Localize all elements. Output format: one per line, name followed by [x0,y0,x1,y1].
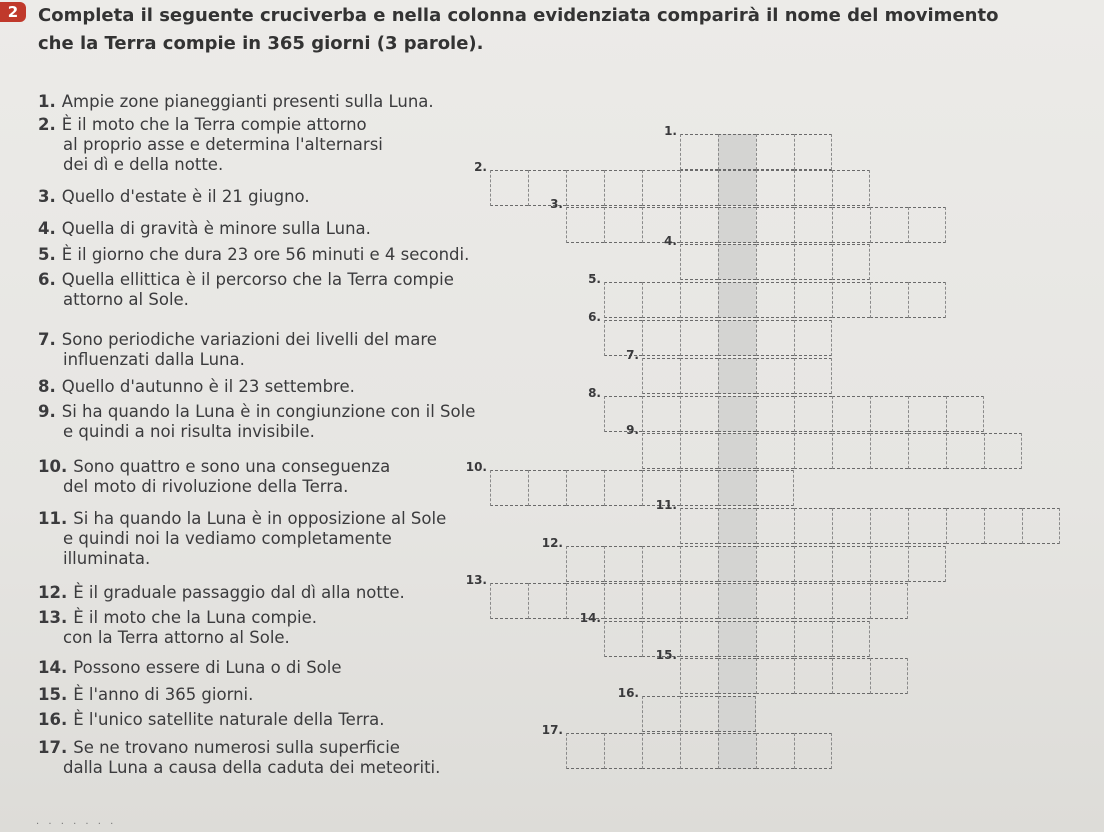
clue-text: Si ha quando la Luna è in congiunzione con il Sole [61,402,476,421]
clue-17 [38,738,440,778]
answer-cell[interactable] [642,320,680,356]
answer-cell[interactable] [680,244,718,280]
answer-cell[interactable] [794,508,832,544]
answer-cell[interactable] [756,433,794,469]
highlighted-answer-cell[interactable] [718,546,756,582]
answer-cell[interactable] [908,508,946,544]
answer-cell[interactable] [870,433,908,469]
grid-row-number: 5. [588,272,601,286]
clue-6 [38,270,454,310]
clue-text: del moto di rivoluzione della Terra. [63,477,349,496]
answer-cell[interactable] [604,733,642,769]
exercise-instruction: Completa il seguente cruciverba e nella colonna evidenziata comparirà il nome del movimento che la Terra compie in 365 giorni (3 parole). [38,5,999,54]
grid-row-number: 2. [474,160,487,174]
clue-number: 5. [38,245,56,264]
answer-cell[interactable] [908,207,946,243]
clue-2 [38,115,383,175]
answer-cell[interactable] [756,282,794,318]
grid-row-number: 15. [655,648,677,662]
answer-cell[interactable] [946,508,984,544]
answer-cell[interactable] [642,396,680,432]
answer-cell[interactable] [680,320,718,356]
answer-cell[interactable] [984,433,1022,469]
answer-cell[interactable] [794,134,832,170]
answer-cell[interactable] [680,733,718,769]
clue-10 [38,457,390,497]
answer-cell[interactable] [832,621,870,657]
answer-cell[interactable] [490,170,528,206]
clue-7 [38,330,437,370]
clue-text: Sono quattro e sono una conseguenza [73,457,391,476]
answer-cell[interactable] [604,621,642,657]
answer-cell[interactable] [604,470,642,506]
highlighted-answer-cell[interactable] [718,470,756,506]
clue-text: Se ne trovano numerosi sulla superficie [73,738,400,757]
clue-text: Si ha quando la Luna è in opposizione al Sole [73,509,447,528]
clue-11 [38,509,446,569]
clue-number: 1. [38,92,56,111]
answer-cell[interactable] [604,282,642,318]
clue-text: È il graduale passaggio dal dì alla notte. [73,583,405,602]
answer-cell[interactable] [680,134,718,170]
answer-cell[interactable] [642,733,680,769]
clue-text: Quella di gravità è minore sulla Luna. [61,219,371,238]
highlighted-answer-cell[interactable] [718,621,756,657]
grid-row-number: 3. [550,197,563,211]
grid-row-number: 13. [465,573,487,587]
answer-cell[interactable] [642,546,680,582]
grid-row-number: 17. [541,723,563,737]
answer-cell[interactable] [680,508,718,544]
clue-text: Quello d'autunno è il 23 settembre. [61,377,355,396]
clue-5 [38,245,469,265]
answer-cell[interactable] [566,170,604,206]
answer-cell[interactable] [794,244,832,280]
clue-text: e quindi noi la vediamo completamente [63,529,392,548]
answer-cell[interactable] [794,207,832,243]
clue-number: 13. [38,608,68,627]
grid-row-number: 16. [617,686,639,700]
answer-cell[interactable] [756,244,794,280]
answer-cell[interactable] [870,583,908,619]
answer-cell[interactable] [870,658,908,694]
answer-cell[interactable] [756,733,794,769]
answer-cell[interactable] [756,134,794,170]
clue-number: 15. [38,685,68,704]
answer-cell[interactable] [680,170,718,206]
answer-cell[interactable] [794,396,832,432]
answer-cell[interactable] [566,546,604,582]
clue-text: È l'anno di 365 giorni. [73,685,254,704]
answer-cell[interactable] [642,696,680,732]
clue-text: con la Terra attorno al Sole. [63,628,290,647]
answer-cell[interactable] [794,282,832,318]
answer-cell[interactable] [946,433,984,469]
highlighted-answer-cell[interactable] [718,396,756,432]
answer-cell[interactable] [528,583,566,619]
answer-cell[interactable] [756,658,794,694]
answer-cell[interactable] [794,658,832,694]
highlighted-answer-cell[interactable] [718,282,756,318]
answer-cell[interactable] [756,358,794,394]
grid-row-number: 1. [664,124,677,138]
answer-cell[interactable] [794,358,832,394]
answer-cell[interactable] [832,583,870,619]
answer-cell[interactable] [794,733,832,769]
highlighted-answer-cell[interactable] [718,696,756,732]
answer-cell[interactable] [528,470,566,506]
answer-cell[interactable] [680,396,718,432]
clue-number: 9. [38,402,56,421]
answer-cell[interactable] [680,282,718,318]
highlighted-answer-cell[interactable] [718,207,756,243]
answer-cell[interactable] [794,320,832,356]
answer-cell[interactable] [756,546,794,582]
clue-number: 8. [38,377,56,396]
highlighted-answer-cell[interactable] [718,733,756,769]
highlighted-answer-cell[interactable] [718,583,756,619]
highlighted-answer-cell[interactable] [718,358,756,394]
answer-cell[interactable] [832,433,870,469]
clue-number: 16. [38,710,68,729]
answer-cell[interactable] [908,433,946,469]
answer-cell[interactable] [756,396,794,432]
highlighted-answer-cell[interactable] [718,134,756,170]
answer-cell[interactable] [908,396,946,432]
clue-number: 12. [38,583,68,602]
clue-12 [38,583,405,603]
clue-15 [38,685,253,705]
answer-cell[interactable] [756,170,794,206]
answer-cell[interactable] [680,621,718,657]
answer-cell[interactable] [832,658,870,694]
grid-row-number: 11. [655,498,677,512]
answer-cell[interactable] [642,170,680,206]
highlighted-answer-cell[interactable] [718,433,756,469]
clue-text: Quello d'estate è il 21 giugno. [61,187,310,206]
answer-cell[interactable] [832,207,870,243]
clue-number: 2. [38,115,56,134]
clue-text: Possono essere di Luna o di Sole [73,658,342,677]
answer-cell[interactable] [566,207,604,243]
clue-number: 10. [38,457,68,476]
grid-row-number: 10. [465,460,487,474]
answer-cell[interactable] [832,170,870,206]
clue-text: influenzati dalla Luna. [63,350,245,369]
highlighted-answer-cell[interactable] [718,170,756,206]
answer-cell[interactable] [642,583,680,619]
clue-4 [38,219,371,239]
answer-cell[interactable] [680,658,718,694]
answer-cell[interactable] [604,583,642,619]
clue-8 [38,377,355,397]
answer-cell[interactable] [490,470,528,506]
answer-cell[interactable] [680,583,718,619]
clue-text: Ampie zone pianeggianti presenti sulla Luna. [61,92,434,111]
answer-cell[interactable] [832,396,870,432]
answer-cell[interactable] [794,170,832,206]
highlighted-answer-cell[interactable] [718,658,756,694]
clue-text: dalla Luna a causa della caduta dei meteoriti. [63,758,441,777]
answer-cell[interactable] [794,621,832,657]
answer-cell[interactable] [870,508,908,544]
answer-cell[interactable] [490,583,528,619]
answer-cell[interactable] [870,207,908,243]
answer-cell[interactable] [642,282,680,318]
answer-cell[interactable] [908,282,946,318]
answer-cell[interactable] [756,583,794,619]
answer-cell[interactable] [870,546,908,582]
clue-text: attorno al Sole. [63,290,189,309]
answer-cell[interactable] [680,470,718,506]
clue-text: È il moto che la Terra compie attorno [61,115,367,134]
clue-14 [38,658,342,678]
answer-cell[interactable] [794,546,832,582]
exercise-number-badge: 2 [0,2,26,22]
answer-cell[interactable] [642,358,680,394]
answer-cell[interactable] [604,207,642,243]
highlighted-answer-cell[interactable] [718,320,756,356]
grid-row-number: 9. [626,423,639,437]
grid-row-number: 8. [588,386,601,400]
answer-cell[interactable] [832,282,870,318]
answer-cell[interactable] [908,546,946,582]
answer-cell[interactable] [1022,508,1060,544]
grid-row-number: 4. [664,234,677,248]
answer-cell[interactable] [870,396,908,432]
grid-row-number: 6. [588,310,601,324]
answer-cell[interactable] [984,508,1022,544]
clue-text: illuminata. [63,549,151,568]
clue-text: e quindi a noi risulta invisibile. [63,422,315,441]
clue-text: Quella ellittica è il percorso che la Terra compie [61,270,454,289]
answer-cell[interactable] [604,170,642,206]
page-footer-mark: · · · · · · · [36,819,117,830]
clue-text: dei dì e della notte. [63,155,224,174]
answer-cell[interactable] [756,470,794,506]
clue-13 [38,608,317,648]
answer-cell[interactable] [642,433,680,469]
answer-cell[interactable] [756,207,794,243]
clue-3 [38,187,310,207]
clue-number: 6. [38,270,56,289]
clue-number: 3. [38,187,56,206]
clue-text: È l'unico satellite naturale della Terra. [73,710,385,729]
answer-cell[interactable] [756,508,794,544]
answer-cell[interactable] [604,546,642,582]
highlighted-answer-cell[interactable] [718,244,756,280]
answer-cell[interactable] [832,508,870,544]
clue-text: È il giorno che dura 23 ore 56 minuti e 4 secondi. [61,245,470,264]
answer-cell[interactable] [946,396,984,432]
highlighted-answer-cell[interactable] [718,508,756,544]
clue-9 [38,402,475,442]
grid-row-number: 14. [579,611,601,625]
answer-cell[interactable] [870,282,908,318]
answer-cell[interactable] [832,546,870,582]
clue-text: È il moto che la Luna compie. [73,608,318,627]
clue-1 [38,92,434,112]
clue-number: 4. [38,219,56,238]
answer-cell[interactable] [680,433,718,469]
grid-row-number: 12. [541,536,563,550]
clue-number: 11. [38,509,68,528]
answer-cell[interactable] [566,470,604,506]
answer-cell[interactable] [794,583,832,619]
answer-cell[interactable] [680,546,718,582]
answer-cell[interactable] [832,244,870,280]
answer-cell[interactable] [680,358,718,394]
answer-cell[interactable] [756,621,794,657]
clue-text: al proprio asse e determina l'alternarsi [63,135,383,154]
clue-number: 17. [38,738,68,757]
clue-number: 14. [38,658,68,677]
grid-row-number: 7. [626,348,639,362]
clue-16 [38,710,384,730]
clue-text: Sono periodiche variazioni dei livelli del mare [61,330,437,349]
answer-cell[interactable] [756,320,794,356]
clue-number: 7. [38,330,56,349]
answer-cell[interactable] [794,433,832,469]
answer-cell[interactable] [566,733,604,769]
answer-cell[interactable] [680,696,718,732]
answer-cell[interactable] [680,207,718,243]
